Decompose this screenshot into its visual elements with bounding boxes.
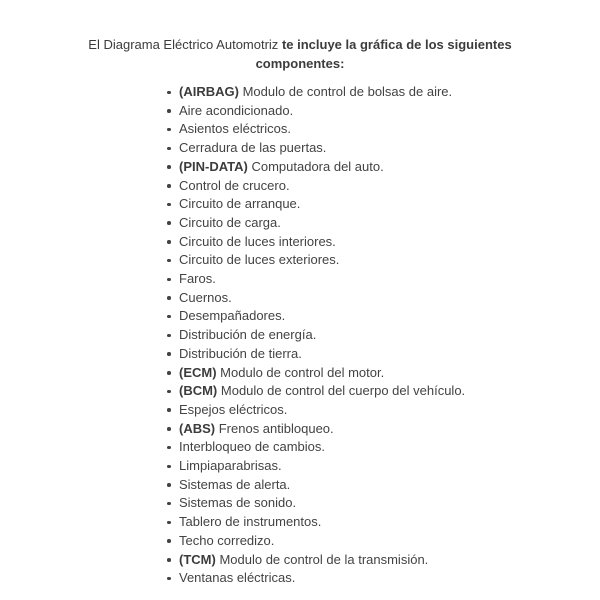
bullet-icon [167, 521, 171, 525]
item-prefix: (ECM) [179, 364, 217, 380]
bullet-icon [167, 184, 171, 188]
list-item [166, 83, 600, 102]
bullet-icon [167, 371, 171, 375]
item-text: Cerradura de las puertas. [179, 140, 327, 156]
item-prefix: (TCM) [179, 551, 216, 567]
item-prefix: (AIRBAG) [179, 84, 239, 99]
bullet-icon [167, 539, 171, 543]
item-text: Modulo de control del cuerpo del vehículo. [220, 383, 466, 399]
item-text: Distribución de tierra. [179, 345, 302, 361]
list-item [166, 326, 600, 345]
list-item [166, 195, 600, 214]
item-prefix: (BCM) [179, 383, 218, 399]
item-text: Computadora del auto. [251, 158, 384, 174]
item-text: Techo corredizo. [179, 532, 275, 548]
list-item [166, 120, 600, 139]
list-item [166, 289, 600, 308]
bullet-icon [167, 128, 171, 132]
list-item [166, 551, 600, 570]
bullet-icon [167, 427, 171, 431]
title-bold-text-line1: te incluye la gráfica de los siguientes [281, 37, 512, 52]
list-item [166, 139, 600, 158]
bullet-icon [167, 296, 171, 300]
item-text: Ventanas eléctricas. [179, 570, 296, 586]
bullet-icon [167, 465, 171, 469]
item-text: Limpiaparabrisas. [179, 458, 282, 474]
bullet-icon [167, 577, 171, 581]
item-prefix: (PIN-DATA) [179, 158, 248, 174]
bullet-icon [167, 109, 171, 113]
bullet-icon [167, 203, 171, 207]
bullet-icon [167, 221, 171, 225]
list-item [166, 457, 600, 476]
list-item [166, 401, 600, 420]
bullet-icon [167, 315, 171, 319]
item-text: Circuito de luces exteriores. [179, 252, 340, 268]
bullet-icon [167, 147, 171, 151]
list-item [166, 307, 600, 326]
item-text: Control de crucero. [179, 177, 290, 193]
list-item [166, 345, 600, 364]
bullet-icon [167, 352, 171, 356]
bullet-icon [167, 390, 171, 394]
bullet-icon [167, 259, 171, 263]
item-text: Modulo de control de bolsas de aire. [242, 84, 453, 99]
item-text: Circuito de carga. [179, 214, 281, 230]
item-text: Interbloqueo de cambios. [179, 439, 325, 455]
item-text: Sistemas de sonido. [179, 495, 297, 511]
bullet-icon [167, 334, 171, 338]
title-regular-text: El Diagrama Eléctrico Automotriz [88, 37, 279, 52]
list-item [166, 438, 600, 457]
item-text: Faros. [179, 271, 216, 287]
item-text: Desempañadores. [179, 308, 286, 324]
item-text: Modulo de control del motor. [220, 364, 385, 380]
bullet-icon [167, 240, 171, 244]
components-list [166, 83, 600, 588]
list-item [166, 494, 600, 513]
item-text: Espejos eléctricos. [179, 401, 288, 417]
item-text: Circuito de arranque. [179, 196, 301, 212]
item-prefix: (ABS) [179, 420, 216, 436]
title-bold-text-line2: componentes: [255, 56, 345, 71]
bullet-icon [167, 558, 171, 562]
list-item [166, 102, 600, 121]
list-item [166, 177, 600, 196]
list-item [166, 158, 600, 177]
item-text: Sistemas de alerta. [179, 476, 291, 492]
item-text: Frenos antibloqueo. [218, 420, 334, 436]
list-item [166, 569, 600, 588]
list-item [166, 420, 600, 439]
list-item [166, 233, 600, 252]
list-item [166, 513, 600, 532]
page-title [50, 35, 550, 73]
list-item [166, 532, 600, 551]
item-text: Distribución de energía. [179, 327, 317, 343]
bullet-icon [167, 446, 171, 450]
bullet-icon [167, 91, 171, 95]
bullet-icon [167, 278, 171, 282]
list-item [166, 382, 600, 401]
item-text: Circuito de luces interiores. [179, 233, 336, 249]
item-text: Asientos eléctricos. [179, 121, 291, 137]
bullet-icon [167, 483, 171, 487]
bullet-icon [167, 165, 171, 169]
item-text: Aire acondicionado. [179, 102, 294, 118]
item-text: Cuernos. [179, 289, 232, 305]
list-item [166, 364, 600, 383]
list-item [166, 214, 600, 233]
item-text: Tablero de instrumentos. [179, 514, 322, 530]
bullet-icon [167, 502, 171, 506]
list-item [166, 476, 600, 495]
list-item [166, 270, 600, 289]
item-text: Modulo de control de la transmisión. [219, 551, 429, 567]
bullet-icon [167, 408, 171, 412]
list-item [166, 251, 600, 270]
